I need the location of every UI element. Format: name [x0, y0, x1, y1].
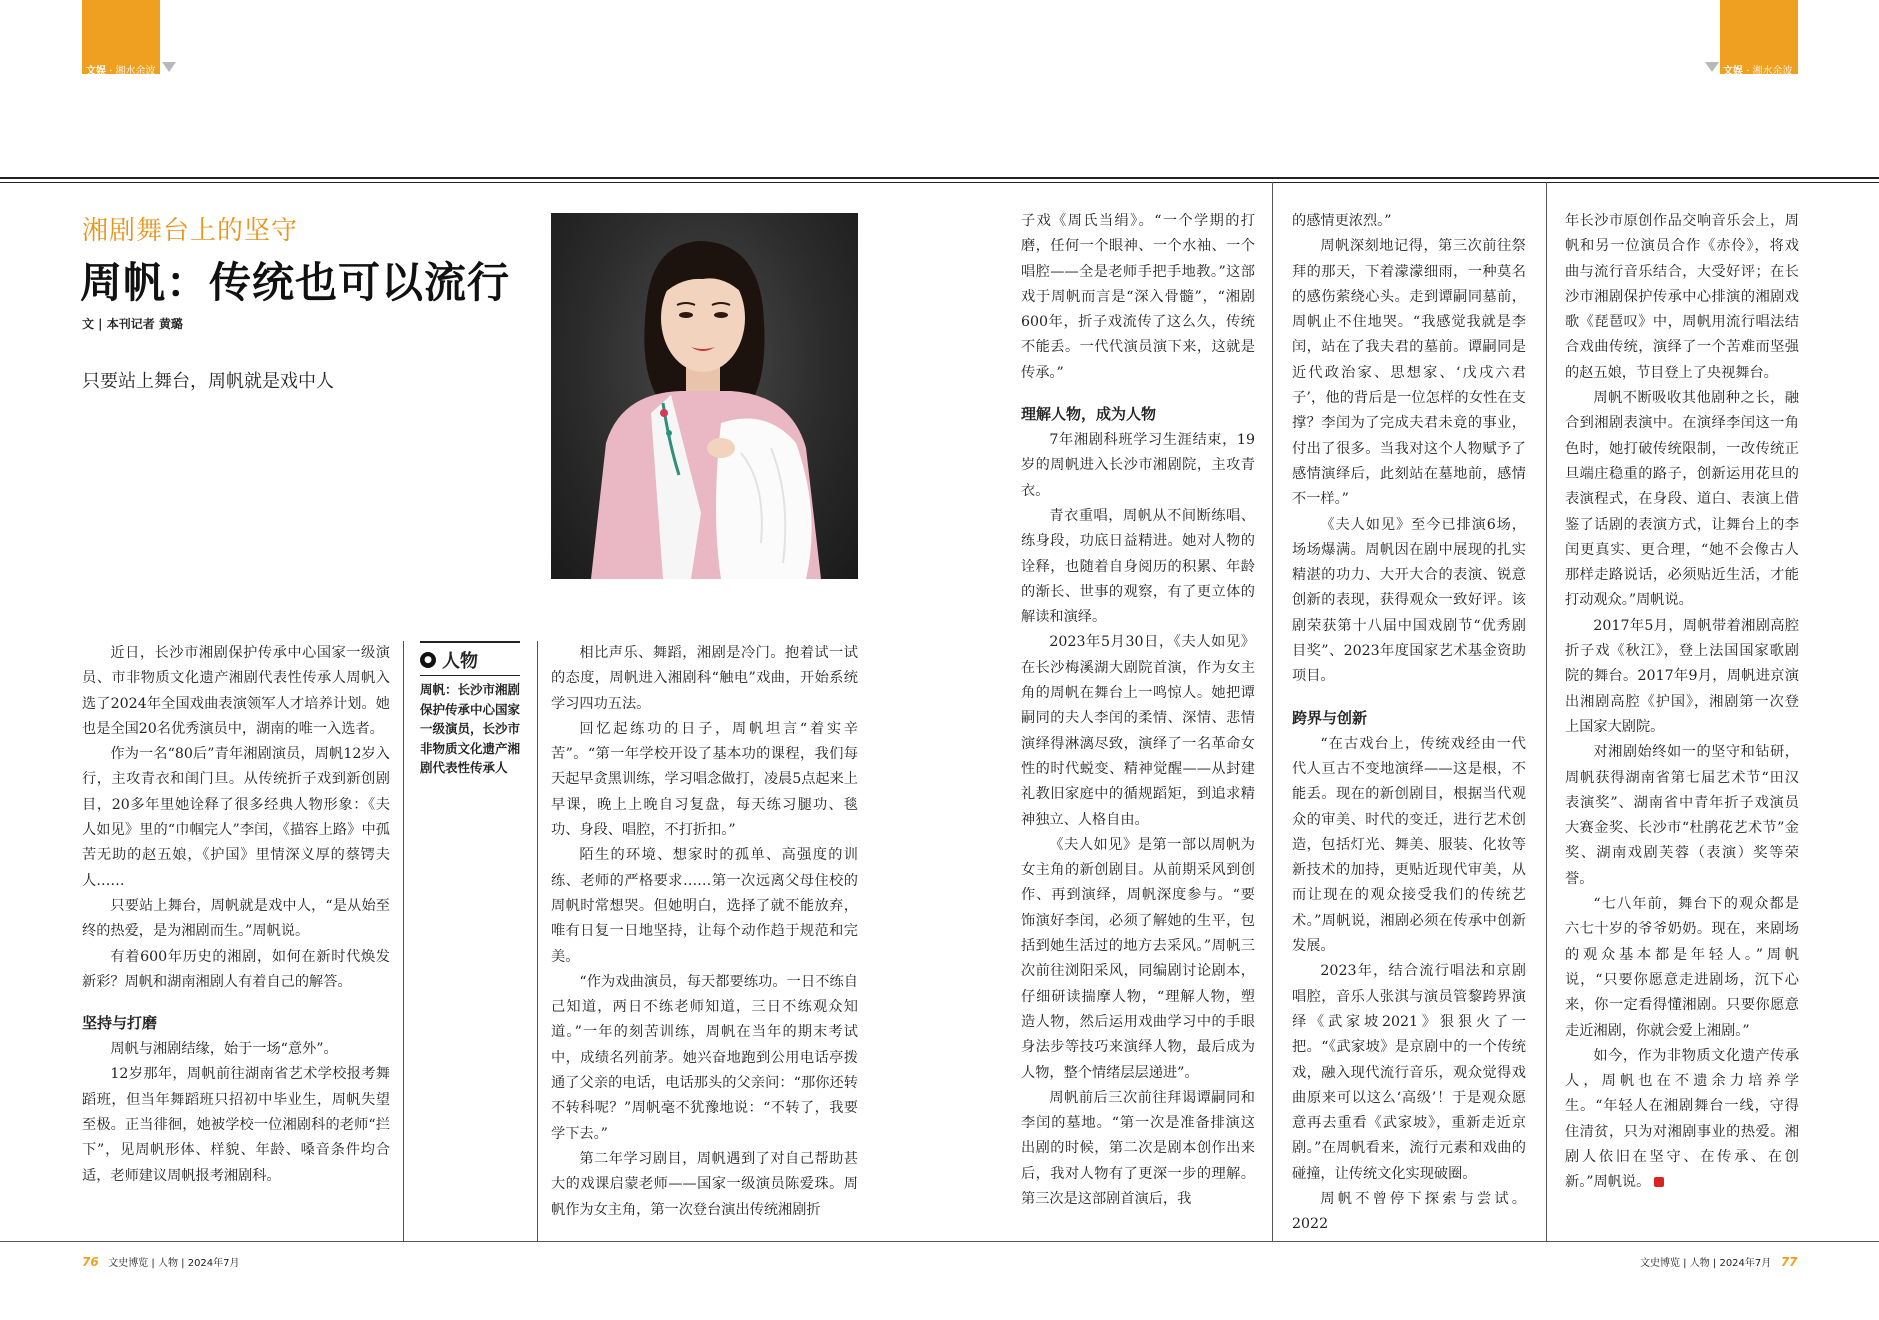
paragraph: 《夫人如见》至今已排演6场，场场爆满。周帆因在剧中展现的扎实精湛的功力、大开大合的表演、锐意创新的表现，获得观众一致好评。该剧荣获第十八届中国戏剧节“优秀剧目奖”、2023年度国家艺术基金资助项目。 [1292, 516, 1526, 685]
people-description: 周帆：长沙市湘剧保护传承中心国家一级演员，长沙市非物质文化遗产湘剧代表性传承人 [420, 682, 521, 775]
left-page-number: 76 [82, 1255, 99, 1269]
people-rule [420, 641, 520, 643]
people-header [420, 647, 520, 676]
section-heading: 跨界与创新 [1292, 708, 1368, 727]
paragraph: 只要站上舞台，周帆就是戏中人，“是从始至终的热爱，是为湘剧而生。”周帆说。 [82, 897, 390, 940]
paragraph: 周帆深刻地记得，第三次前往祭拜的那天，下着濛濛细雨，一种莫名的感伤萦绕心头。走到谭嗣同墓前，周帆止不住地哭。“我感觉我就是李闰，站在了我夫君的墓前。谭嗣同是近代政治家、思想家、‘戊戌六君子’，他的背后是一位怎样的女性在支撑？李闰为了完成夫君未竟的事业，付出了很多。当我对这个人物赋予了感情演绎后，此刻站在墓地前，感情不一样。” [1292, 238, 1526, 508]
bottom-rule [0, 1241, 1879, 1242]
right-section-label: 文娱 · 湘水余波 [1723, 66, 1793, 77]
top-rule [0, 177, 1879, 179]
portrait-photo [551, 213, 858, 579]
column-divider [1272, 182, 1273, 1241]
paragraph: 作为一名“80后”青年湘剧演员，周帆12岁入行，主攻青衣和闺门旦。从传统折子戏到新创剧目，20多年里她诠释了很多经典人物形象：《夫人如见》里的“巾帼完人”李闰，《描容上路》中孤苦无助的赵五娘，《护国》里情深义厚的蔡锷夫人…… [82, 746, 390, 889]
paragraph: 7年湘剧科班学习生涯结束，19岁的周帆进入长沙市湘剧院，主攻青衣。 [1021, 432, 1255, 499]
person-icon: ● [420, 652, 436, 668]
paragraph [1565, 1044, 1799, 1196]
paragraph: 2023年，结合流行唱法和京剧唱腔，音乐人张淇与演员管黎跨界演绎《武家坡2021》狠狠火了一把。“《武家坡》是京剧中的一个传统戏，融入现代流行音乐，观众觉得戏曲原来可以这么‘高级’！于是观众愿意再去重看《武家坡》，重新走近京剧。”在周帆看来，流行元素和戏曲的碰撞，让传统文化实现破圈。 [1292, 963, 1526, 1182]
paragraph: 周帆前后三次前往拜谒谭嗣同和李闰的墓地。“第一次是准备排演这出剧的时候，第二次是剧本创作出来后，我对人物有了更深一步的理解。第三次是这部剧首演后，我 [1021, 1089, 1255, 1207]
paragraph: 青衣重唱，周帆从不间断练唱、练身段，功底日益精进。她对人物的诠释，也随着自身阅历的积累、年龄的渐长、世事的观察，有了更立体的解读和演绎。 [1021, 507, 1255, 626]
paragraph: 《夫人如见》是第一部以周帆为女主角的新创剧目。从前期采风到创作、再到演绎，周帆深度参与。“要饰演好李闰，必须了解她的生平，包括到她生活过的地方去采风。”周帆三次前往浏阳采风，同编剧讨论剧本，仔细研读揣摩人物，“理解人物，塑造人物，然后运用戏曲学习中的手眼身法步等技巧来演绎人物，最后成为人物，整个情绪层层递进”。 [1021, 836, 1255, 1081]
text-column-1 [82, 641, 390, 1189]
paragraph: 年长沙市原创作品交响音乐会上，周帆和另一位演员合作《赤伶》，将戏曲与流行音乐结合，大受好评；在长沙市湘剧保护传承中心排演的湘剧戏歌《琵琶叹》中，周帆用流行唱法结合戏曲传统，演绎了一个苦难而坚强的赵五娘，节目登上了央视舞台。 [1565, 213, 1799, 381]
left-footer-text: 文史博览 | 人物 | 2024年7月 [108, 1258, 240, 1269]
paragraph: 对湘剧始终如一的坚守和钻研，周帆获得湖南省第七届艺术节“田汉表演奖”、湖南省中青年折子戏演员大赛金奖、长沙市“杜鹃花艺术节”金奖、湖南戏剧芙蓉（表演）奖等荣誉。 [1565, 744, 1799, 887]
article-headline: 周帆：传统也可以流行 [80, 258, 511, 307]
left-tab-triangle-icon [162, 62, 176, 72]
paragraph: 2023年5月30日，《夫人如见》在长沙梅溪湖大剧院首演，作为女主角的周帆在舞台上一鸣惊人。她把谭嗣同的夫人李闰的柔情、深情、悲情演绎得淋漓尽致，演绎了一名革命女性的时代蜕变、精神觉醒——从封建礼教旧家庭中的循规蹈矩，到追求精神独立、人格自由。 [1021, 634, 1255, 828]
paragraph: 有着600年历史的湘剧，如何在新时代焕发新彩？周帆和湖南湘剧人有着自己的解答。 [82, 948, 390, 990]
right-folio [1640, 1254, 1798, 1269]
text-column-4 [1292, 209, 1526, 1238]
paragraph: “作为戏曲演员，每天都要练功。一日不练自己知道，两日不练老师知道，三日不练观众知道。”一年的刻苦训练，周帆在当年的期末考试中，成绩名列前茅。她兴奋地跑到公用电话亭拨通了父亲的电话，电话那头的父亲问：“那你还转不转科呢？”周帆毫不犹豫地说：“不转了，我要学下去。” [551, 973, 858, 1142]
column-divider [403, 641, 404, 1241]
paragraph: 子戏《周氏当绢》。“一个学期的打磨，任何一个眼神、一个水袖、一个唱腔——全是老师手把手地教。”这部戏于周帆而言是“深入骨髓”，“湘剧600年，折子戏流传了这么久，传统不能丢。一代代演员演下来，这就是传承。” [1021, 213, 1255, 381]
right-footer-text: 文史博览 | 人物 | 2024年7月 [1640, 1258, 1772, 1269]
paragraph: 近日，长沙市湘剧保护传承中心国家一级演员、市非物质文化遗产湘剧代表性传承人周帆入选了2024年全国戏曲表演领军人才培养计划。她也是全国20名优秀演员中，湖南的唯一入选者。 [82, 645, 390, 737]
text-column-5 [1565, 209, 1799, 1196]
column-divider [1546, 182, 1547, 1241]
paragraph: 周帆不曾停下探索与尝试。2022 [1292, 1190, 1526, 1233]
paragraph: “在古戏台上，传统戏经由一代代人亘古不变地演绎——这是根，不能丢。现在的新创剧目，根据当代观众的审美、时代的变迁，进行艺术创造，包括灯光、舞美、服装、化妆等新技术的加持，更贴近现代审美，从而让现在的观众接受我们的传统艺术。”周帆说，湘剧必须在传承中创新发展。 [1292, 735, 1526, 955]
top-rule-thin [0, 182, 1879, 183]
people-title: 人物 [442, 651, 478, 672]
text-column-3 [1021, 209, 1255, 1212]
paragraph: 陌生的环境、想家时的孤单、高强度的训练、老师的严格要求……第一次远离父母住校的周帆时常想哭。但她明白，选择了就不能放弃，唯有日复一日地坚持，让每个动作趋于规范和完美。 [551, 847, 858, 965]
paragraph: 12岁那年，周帆前往湖南省艺术学校报考舞蹈班，但当年舞蹈班只招初中毕业生，周帆失望至极。正当徘徊，她被学校一位湘剧科的老师“拦下”，见周帆形体、样貌、年龄、嗓音条件均合适，老师建议周帆报考湘剧科。 [82, 1066, 390, 1184]
people-sidebar [420, 641, 520, 778]
paragraph: 回忆起练功的日子，周帆坦言“着实辛苦”。“第一年学校开设了基本功的课程，我们每天起早贪黑训练，学习唱念做打，凌晨5点起来上早课，晚上上晚自习复盘，每天练习腿功、毯功、身段、唱腔，不打折扣。” [551, 720, 858, 839]
paragraph: 2017年5月，周帆带着湘剧高腔折子戏《秋江》，登上法国国家歌剧院的舞台。2017年9月，周帆进京演出湘剧高腔《护国》，湘剧第一次登上国家大剧院。 [1565, 617, 1799, 735]
paragraph: “七八年前，舞台下的观众都是六七十岁的爷爷奶奶。现在，来剧场的观众基本都是年轻人。”周帆说，“只要你愿意走进剧场，沉下心来，你一定看得懂湘剧。只要你愿意走近湘剧，你就会爱上湘剧。” [1565, 896, 1799, 1039]
text-column-2 [551, 641, 858, 1223]
article-deck: 只要站上舞台，周帆就是戏中人 [82, 371, 334, 392]
paragraph: 的感情更浓烈。” [1292, 213, 1392, 229]
right-tab-triangle-icon [1705, 62, 1719, 72]
left-section-label: 文娱 · 湘水余波 [86, 66, 156, 77]
end-mark-icon [1654, 1177, 1664, 1187]
article-byline: 文 | 本刊记者 黄璐 [82, 317, 183, 331]
section-heading: 理解人物，成为人物 [1021, 405, 1157, 424]
right-page-number: 77 [1780, 1255, 1798, 1269]
column-divider [537, 641, 538, 1241]
paragraph-text: 如今，作为非物质文化遗产传承人，周帆也在不遗余力培养学生。“年轻人在湘剧舞台一线，守得住清贫，只为对湘剧事业的热爱。湘剧人依旧在坚守、在传承、在创新。”周帆说。 [1565, 1047, 1799, 1191]
paragraph: 周帆不断吸收其他剧种之长，融合到湘剧表演中。在演绎李闰这一角色时，她打破传统限制，一改传统正旦端庄稳重的路子，创新运用花旦的表演程式，在身段、道白、表演上借鉴了话剧的表演方式，让舞台上的李闰更真实、更合理，“她不会像古人那样走路说话，必须贴近生活，才能打动观众。”周帆说。 [1565, 390, 1799, 609]
left-folio [82, 1254, 240, 1269]
section-heading: 坚持与打磨 [82, 1014, 158, 1033]
paragraph: 第二年学习剧目，周帆遇到了对自己帮助甚大的戏课启蒙老师——国家一级演员陈爱珠。周帆作为女主角，第一次登台演出传统湘剧折 [551, 1150, 858, 1218]
paragraph: 周帆与湘剧结缘，始于一场“意外”。 [110, 1041, 338, 1058]
article-kicker: 湘剧舞台上的坚守 [82, 216, 299, 246]
paragraph: 相比声乐、舞蹈，湘剧是冷门。抱着试一试的态度，周帆进入湘剧科“触电”戏曲，开始系统学习四功五法。 [551, 645, 858, 712]
